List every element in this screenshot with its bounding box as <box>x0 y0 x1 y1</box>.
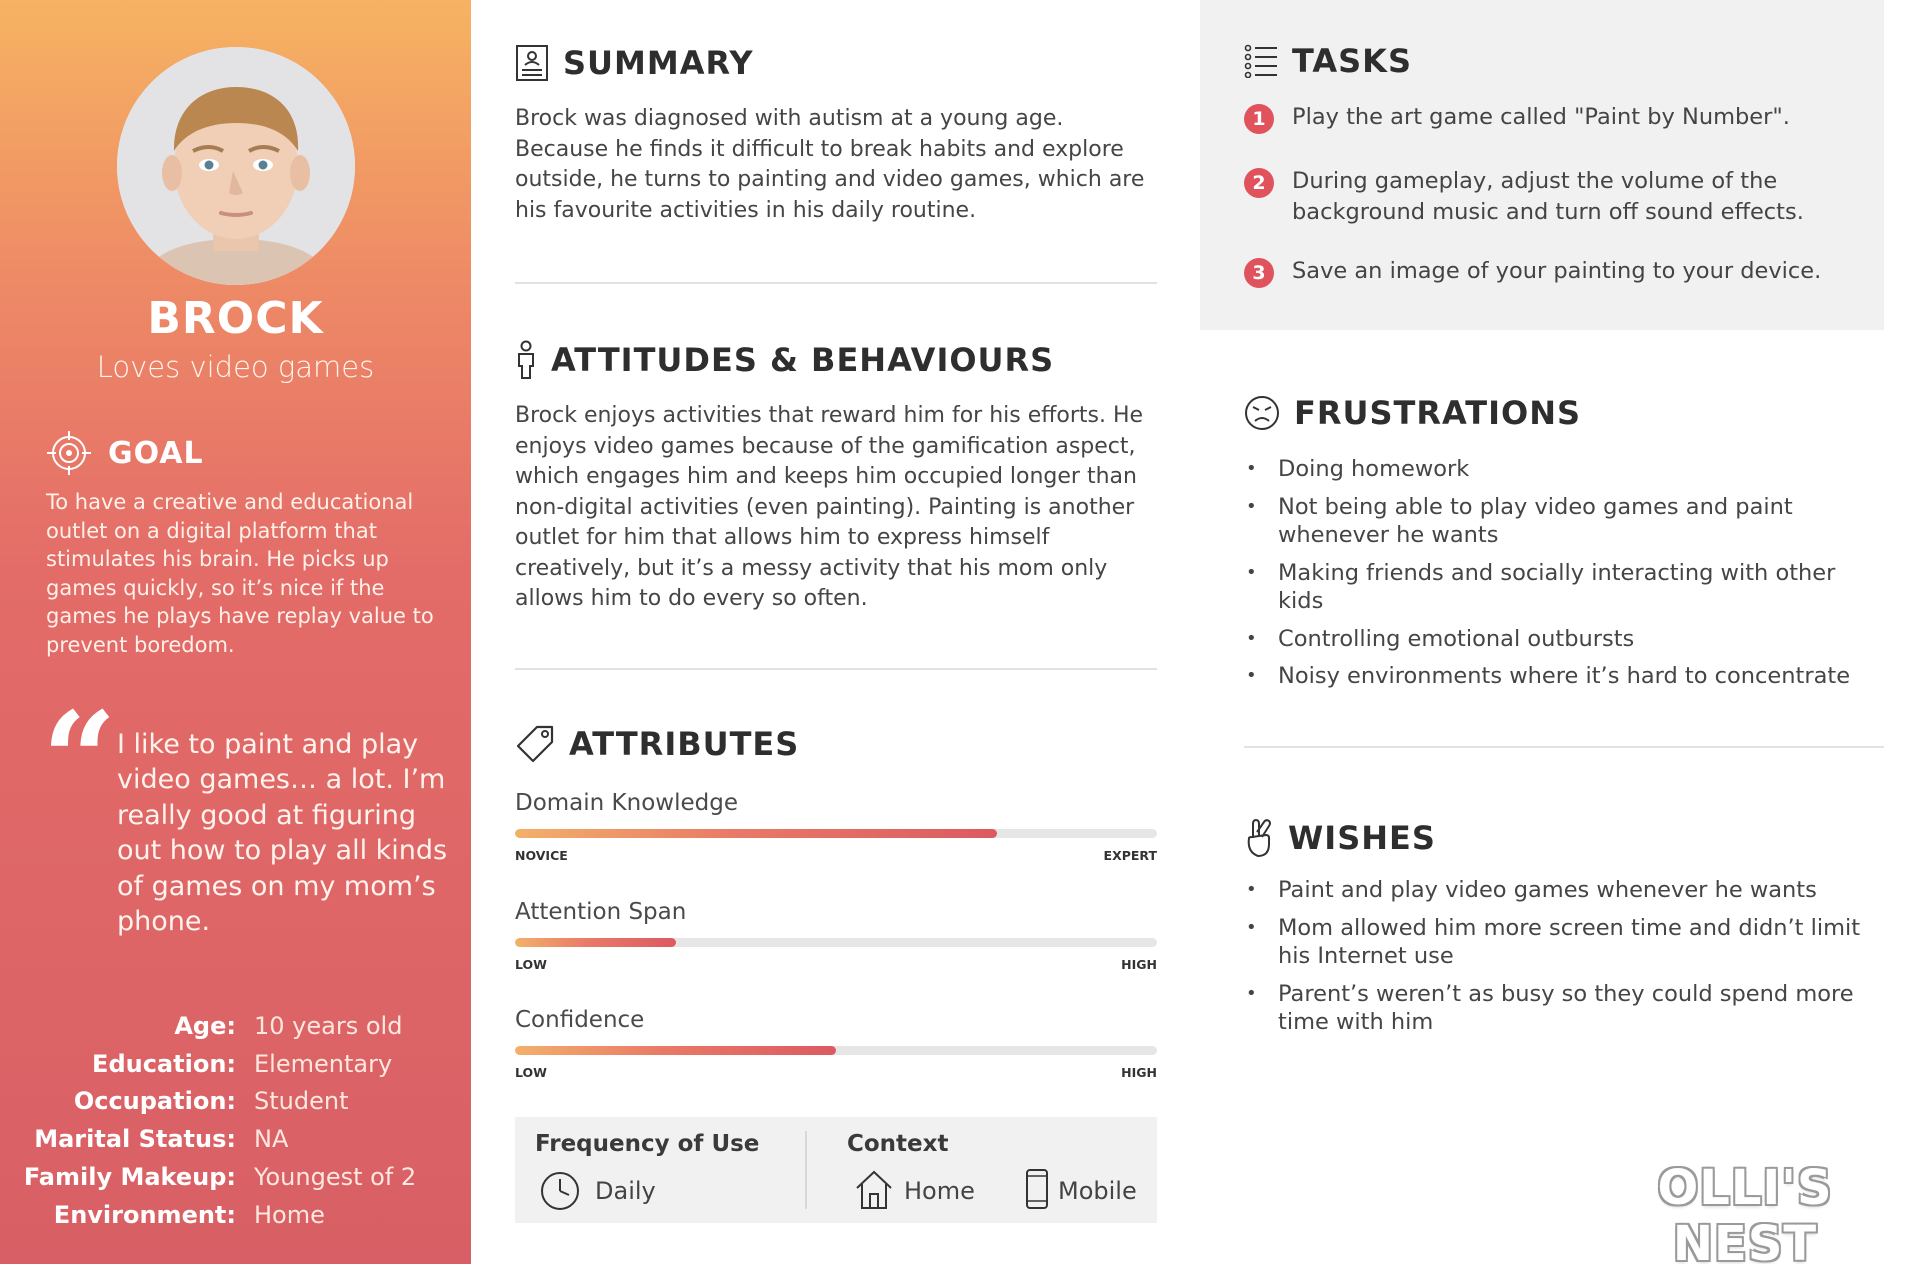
demographic-label: Education: <box>92 1049 236 1078</box>
goal-title: GOAL <box>108 435 204 471</box>
attribute-track <box>515 1046 1157 1055</box>
attribute-domain-knowledge <box>515 790 1157 863</box>
demographic-label: Age: <box>174 1011 236 1040</box>
scale-low-label: LOW <box>515 1065 547 1080</box>
demographic-row-age <box>0 1007 471 1045</box>
attributes-title: ATTRIBUTES <box>569 725 800 763</box>
attribute-label: Attention Span <box>515 899 687 925</box>
frustrations-header <box>1244 394 1581 432</box>
quote-mark: “ <box>42 683 117 836</box>
goal-header <box>46 430 204 476</box>
task-text: Save an image of your painting to your device. <box>1292 258 1822 284</box>
task-text: Play the art game called "Paint by Number". <box>1292 104 1790 130</box>
angry-face-icon <box>1244 395 1280 431</box>
usage-panel <box>515 1117 1157 1223</box>
demographic-row-family-makeup <box>0 1158 471 1196</box>
attribute-track <box>515 829 1157 838</box>
context-title: Context <box>847 1131 949 1157</box>
attribute-track <box>515 938 1157 947</box>
scale-high-label: HIGH <box>1121 957 1157 972</box>
list-item: • Mom allowed him more screen time and didn’t limit his Internet use <box>1246 914 1866 971</box>
person-icon <box>515 340 537 380</box>
summary-text: Brock was diagnosed with autism at a young age. Because he finds it difficult to break habits and explore outside, he turns to painting and video games, which are his favourite activities in his daily routine. <box>515 106 1145 223</box>
task-text: During gameplay, adjust the volume of the background music and turn off sound effects. <box>1292 168 1804 225</box>
persona-sidebar <box>0 0 471 1264</box>
tasks-title: TASKS <box>1292 42 1412 80</box>
task-item <box>1244 166 1864 227</box>
attribute-scale <box>515 957 1157 972</box>
demographic-value: Youngest of 2 <box>254 1163 417 1192</box>
demographic-row-education <box>0 1045 471 1083</box>
task-number-badge: 2 <box>1244 168 1274 198</box>
target-icon <box>46 430 92 476</box>
attribute-scale <box>515 1065 1157 1080</box>
demographic-row-occupation <box>0 1083 471 1121</box>
demographic-label: Marital Status: <box>34 1125 236 1154</box>
demographic-label: Family Makeup: <box>23 1163 236 1192</box>
section-divider <box>515 282 1157 284</box>
frustrations-title: FRUSTRATIONS <box>1294 394 1582 432</box>
tasks-panel <box>1200 0 1884 330</box>
attribute-label: Confidence <box>515 1007 645 1033</box>
persona-tagline: Loves video games <box>96 350 375 384</box>
goal-text: To have a creative and educational outlet on a digital platform that stimulates his brain. He picks up games quickly, so it’s nice if the games he plays have replay value to prevent boredom. <box>46 490 434 657</box>
scale-low-label: NOVICE <box>515 848 568 863</box>
context-mobile: Mobile <box>1058 1177 1137 1205</box>
frequency-value: Daily <box>595 1177 656 1205</box>
child-portrait-image <box>117 47 355 285</box>
attribute-level-bar <box>515 938 676 947</box>
crossed-fingers-icon <box>1244 818 1274 858</box>
list-item: • Parent’s weren’t as busy so they could spend more time with him <box>1246 980 1866 1037</box>
tag-icon <box>515 724 555 764</box>
clock-icon <box>539 1170 581 1212</box>
demographic-value: Elementary <box>254 1049 393 1078</box>
attitudes-text: Brock enjoys activities that reward him for his efforts. He enjoys video games because of the gamification aspect, which engages him and keeps him occupied longer than non-digital activities (even painting). Painting is another outlet for him that allows him to express himself creatively, but it’s a messy activity that his mom only allows him to do every so often. <box>515 403 1144 611</box>
brand-logo: OLLI'S NEST <box>1657 1160 1833 1264</box>
demographic-value: Home <box>254 1200 325 1229</box>
attributes-header <box>515 724 799 764</box>
demographic-label: Environment: <box>53 1200 236 1229</box>
avatar <box>117 47 355 285</box>
home-icon <box>854 1168 894 1210</box>
summary-title: SUMMARY <box>563 44 754 82</box>
demographic-label: Occupation: <box>73 1087 236 1116</box>
list-item: • Controlling emotional outbursts <box>1246 625 1866 654</box>
task-item <box>1244 102 1864 134</box>
demographic-value: 10 years old <box>254 1011 403 1040</box>
document-icon <box>515 44 549 82</box>
frustrations-list <box>1246 455 1866 691</box>
demographic-value: NA <box>254 1125 289 1154</box>
scale-low-label: LOW <box>515 957 547 972</box>
section-divider <box>1244 746 1884 748</box>
scale-high-label: EXPERT <box>1103 848 1157 863</box>
usage-divider <box>805 1131 807 1209</box>
attitudes-title: ATTITUDES & BEHAVIOURS <box>551 341 1055 379</box>
list-icon <box>1244 44 1278 78</box>
demographic-row-marital-status <box>0 1120 471 1158</box>
list-item: • Noisy environments where it’s hard to concentrate <box>1246 662 1866 691</box>
scale-high-label: HIGH <box>1121 1065 1157 1080</box>
list-item: • Not being able to play video games and paint whenever he wants <box>1246 493 1866 550</box>
attribute-level-bar <box>515 1046 836 1055</box>
attribute-level-bar <box>515 829 997 838</box>
demographic-row-environment <box>0 1196 471 1234</box>
attribute-confidence <box>515 1007 1157 1080</box>
demographics-list <box>0 1007 471 1234</box>
persona-name: BROCK <box>147 293 324 344</box>
attribute-attention-span <box>515 899 1157 972</box>
wishes-list <box>1246 876 1866 1037</box>
attribute-scale <box>515 848 1157 863</box>
context-home: Home <box>904 1177 975 1205</box>
wishes-title: WISHES <box>1288 819 1436 857</box>
mobile-icon <box>1025 1168 1049 1210</box>
list-item: • Paint and play video games whenever he wants <box>1246 876 1866 905</box>
wishes-header <box>1244 818 1436 858</box>
attribute-label: Domain Knowledge <box>515 790 738 816</box>
list-item: • Making friends and socially interacting with other kids <box>1246 559 1866 616</box>
section-divider <box>515 668 1157 670</box>
task-number-badge: 1 <box>1244 104 1274 134</box>
task-item <box>1244 256 1864 288</box>
persona-quote: I like to paint and play video games… a lot. I’m really good at figuring out how to play all kinds of games on my mom’s phone. <box>117 729 448 938</box>
tasks-header <box>1244 42 1412 80</box>
summary-header <box>515 44 754 82</box>
attitudes-header <box>515 340 1054 380</box>
task-number-badge: 3 <box>1244 258 1274 288</box>
frequency-title: Frequency of Use <box>535 1131 760 1157</box>
list-item: • Doing homework <box>1246 455 1866 484</box>
demographic-value: Student <box>254 1087 349 1116</box>
